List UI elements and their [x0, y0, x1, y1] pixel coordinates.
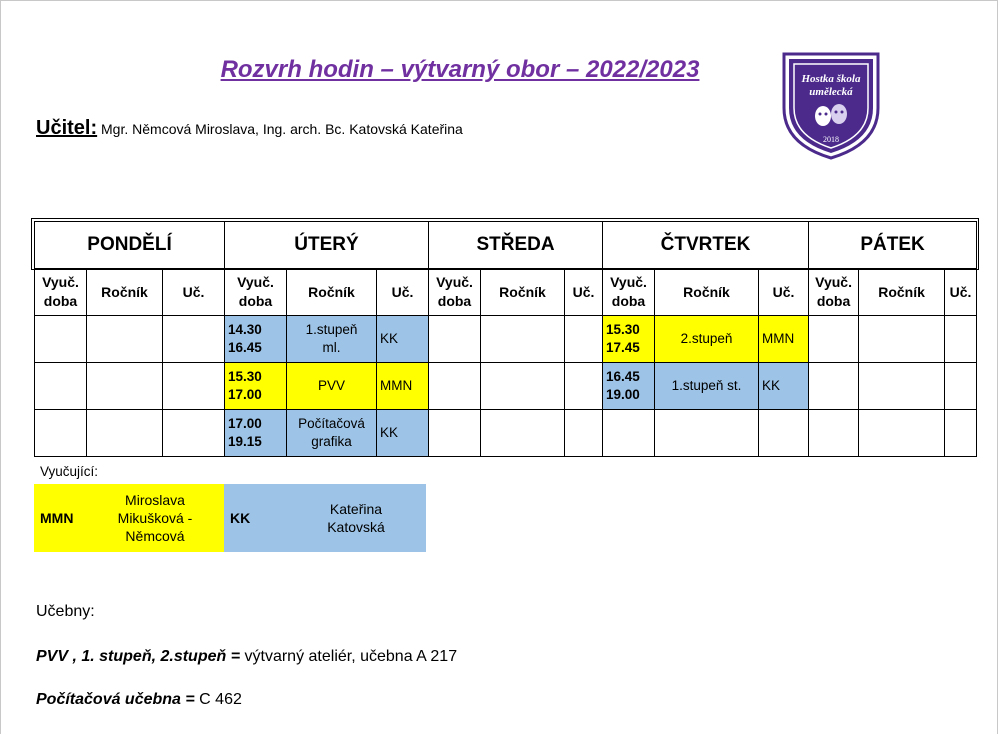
- teachers-legend-label: Vyučující:: [40, 464, 99, 479]
- teacher-label: Učitel:: [36, 117, 98, 139]
- table-row: [35, 363, 977, 410]
- rooms-line-2: Počítačová učebna = C 462: [36, 691, 242, 708]
- lesson-teacher: MMN: [377, 363, 429, 410]
- day-monday: PONDĚLÍ: [35, 222, 225, 269]
- logo-text-2: umělecká: [809, 86, 853, 98]
- lesson-teacher: KK: [377, 316, 429, 363]
- lesson-teacher: KK: [759, 363, 809, 410]
- lesson-time: 15.30 17.00: [225, 363, 287, 410]
- col-grade-header: Ročník: [481, 269, 565, 316]
- legend-name-mmn: Miroslava Mikušková - Němcová: [86, 484, 224, 552]
- teacher-names: Mgr. Němcová Miroslava, Ing. arch. Bc. Katovská Kateřina: [101, 121, 463, 137]
- rooms-line-1: PVV , 1. stupeň, 2.stupeň = výtvarný ateliér, učebna A 217: [36, 648, 458, 665]
- lesson-teacher: KK: [377, 410, 429, 457]
- day-friday: PÁTEK: [809, 222, 977, 269]
- table-row: [35, 410, 977, 457]
- col-teacher-header: Uč.: [163, 269, 225, 316]
- col-teacher-header: Uč.: [377, 269, 429, 316]
- legend-code-mmn: MMN: [34, 484, 86, 552]
- col-teacher-header: Uč.: [565, 269, 603, 316]
- logo-text-1: Hostka škola: [801, 73, 861, 85]
- col-time-header: Vyuč. doba: [35, 269, 87, 316]
- lesson-grade: PVV: [287, 363, 377, 410]
- schedule-table: [34, 221, 977, 457]
- col-grade-header: Ročník: [87, 269, 163, 316]
- lesson-time: 16.45 19.00: [603, 363, 655, 410]
- lesson-teacher: MMN: [759, 316, 809, 363]
- rooms-label: Učebny:: [36, 603, 95, 620]
- lesson-time: 15.30 17.45: [603, 316, 655, 363]
- lesson-grade: 1.stupeň ml.: [287, 316, 377, 363]
- col-teacher-header: Uč.: [759, 269, 809, 316]
- col-time-header: Vyuč. doba: [809, 269, 859, 316]
- col-time-header: Vyuč. doba: [429, 269, 481, 316]
- lesson-time: 17.00 19.15: [225, 410, 287, 457]
- col-grade-header: Ročník: [655, 269, 759, 316]
- col-grade-header: Ročník: [287, 269, 377, 316]
- lesson-grade: 1.stupeň st.: [655, 363, 759, 410]
- col-time-header: Vyuč. doba: [225, 269, 287, 316]
- col-grade-header: Ročník: [859, 269, 945, 316]
- day-thursday: ČTVRTEK: [603, 222, 809, 269]
- lesson-time: 14.30 16.45: [225, 316, 287, 363]
- logo-year: 2018: [823, 135, 839, 144]
- day-tuesday: ÚTERÝ: [225, 222, 429, 269]
- legend-code-kk: KK: [224, 484, 286, 552]
- lesson-grade: Počítačová grafika: [287, 410, 377, 457]
- table-row: [35, 316, 977, 363]
- col-teacher-header: Uč.: [945, 269, 977, 316]
- school-logo: [778, 48, 884, 162]
- page-title: Rozvrh hodin – výtvarný obor – 2022/2023: [220, 56, 700, 83]
- col-time-header: Vyuč. doba: [603, 269, 655, 316]
- legend-name-kk: Kateřina Katovská: [286, 484, 426, 552]
- lesson-grade: 2.stupeň: [655, 316, 759, 363]
- teachers-legend: [34, 484, 426, 552]
- day-wednesday: STŘEDA: [429, 222, 603, 269]
- teacher-line: [36, 117, 463, 140]
